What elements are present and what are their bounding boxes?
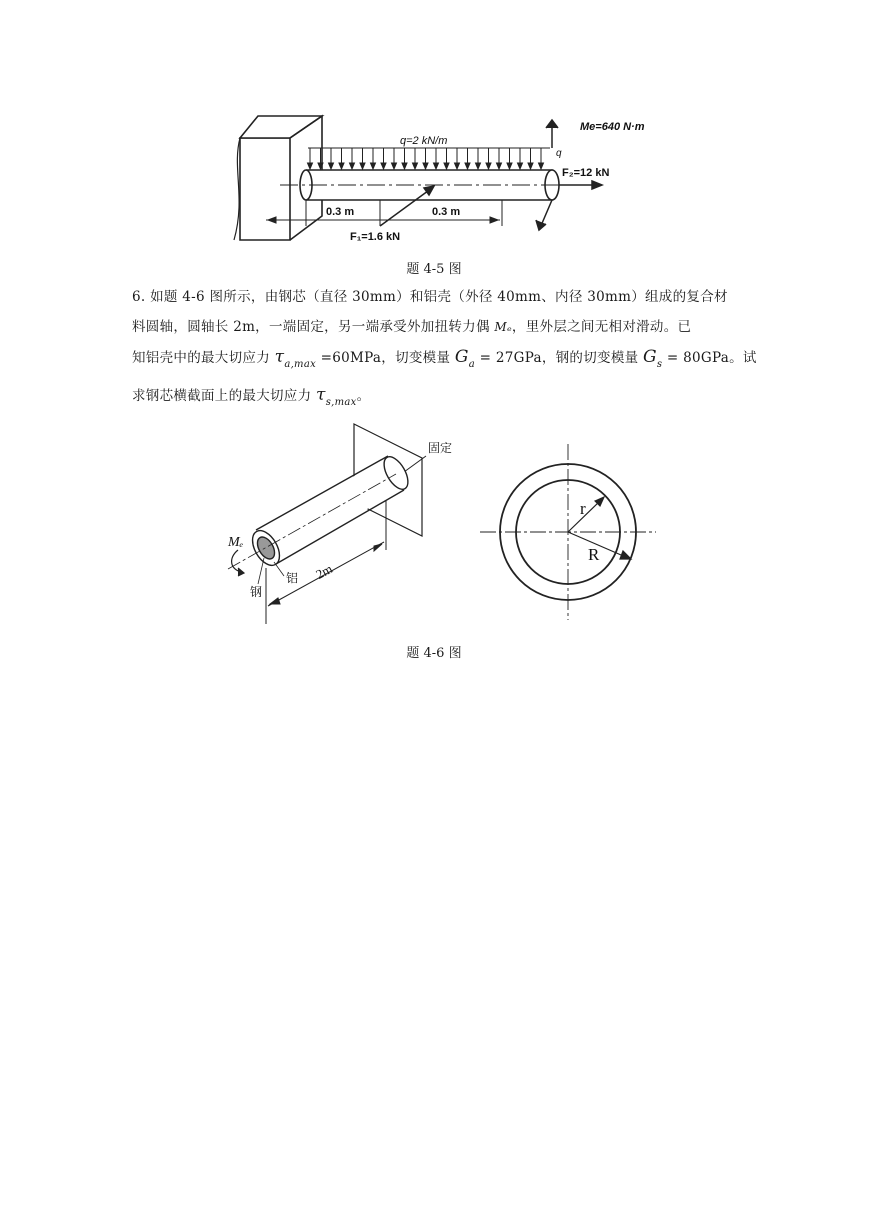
q-arrowhead: [476, 163, 481, 169]
q-label: q=2 kN/m: [400, 135, 448, 147]
line3-text-b: =60MPa，切变模量: [316, 350, 455, 366]
q-arrowhead: [465, 163, 470, 169]
f2-arrow: [559, 181, 602, 189]
problem-6-line-1: 6. 如题 4-6 图所示，由钢芯（直径 30mm）和铝壳（外径 40mm、内径 30mm）组成的复合材: [132, 289, 728, 305]
tau-s-symbol: τ: [316, 385, 326, 405]
q-arrowhead: [350, 163, 355, 169]
g-a-subscript: a: [468, 359, 476, 370]
distributed-load: [308, 148, 551, 169]
R-label: R: [588, 545, 600, 564]
q-arrowhead: [434, 163, 439, 169]
steel-label: 钢: [250, 585, 263, 599]
length-label: 2m: [313, 560, 335, 582]
problem-6-text: [132, 282, 757, 418]
q-arrowhead: [371, 163, 376, 169]
figure-4-5: [210, 108, 680, 248]
figure-4-5-caption: 题 4-5 图: [406, 262, 462, 277]
f1-label: F₁=1.6 kN: [350, 231, 401, 243]
q-arrowhead: [486, 163, 491, 169]
q-arrowhead: [497, 163, 502, 169]
aluminum-label: 铝: [286, 571, 299, 585]
dim-left: 0.3 m: [326, 206, 355, 218]
q-arrowhead: [455, 163, 460, 169]
fixed-label: 固定: [428, 441, 453, 455]
tau-s-subscript: s,max: [325, 397, 357, 408]
beam: [280, 170, 570, 200]
me-label: Me=640 N·m: [580, 121, 645, 133]
line4-text-b: 。: [356, 388, 371, 404]
radius-arrows: [568, 497, 631, 559]
q-arrowhead: [402, 163, 407, 169]
g-s-subscript: s: [656, 359, 663, 370]
line4-text-a: 求钢芯横截面上的最大切应力: [132, 388, 316, 404]
q-arrowhead: [539, 163, 544, 169]
line2-text-a: 料圆轴，圆轴长 2m，一端固定，另一端承受外加扭转力偶: [132, 319, 495, 335]
figure-4-6: [208, 418, 668, 628]
dimension-lines: [266, 200, 502, 226]
line2-text-b: ，里外层之间无相对滑动。已: [511, 319, 692, 335]
r-label: r: [580, 499, 586, 518]
line3-text-a: 知铝壳中的最大切应力: [132, 350, 275, 366]
q-arrowhead: [518, 163, 523, 169]
f2-label: F₂=12 kN: [562, 167, 610, 179]
q-arrowhead: [392, 163, 397, 169]
q-arrowhead: [444, 163, 449, 169]
g-s-symbol: G: [643, 347, 657, 367]
q-arrowhead: [329, 163, 334, 169]
q-end-label: q: [556, 148, 562, 159]
me-label: Mₑ: [228, 535, 244, 550]
problem-6-line-4: [132, 380, 742, 418]
line3-text-c: = 27GPa，钢的切变模量: [475, 350, 644, 366]
q-arrowhead: [381, 163, 386, 169]
g-a-symbol: G: [454, 347, 469, 367]
q-arrowhead: [413, 163, 418, 169]
dim-right: 0.3 m: [432, 206, 461, 218]
q-arrowhead: [339, 163, 344, 169]
q-arrowhead: [507, 163, 512, 169]
q-arrowhead: [308, 163, 313, 169]
problem-6-line-2: [132, 312, 742, 342]
q-arrowhead: [423, 163, 428, 169]
q-arrowhead: [360, 163, 365, 169]
q-arrowhead: [528, 163, 533, 169]
tau-a-symbol: τ: [274, 347, 285, 367]
figure-4-6-caption: 题 4-6 图: [406, 646, 462, 661]
me-symbol: Mₑ: [494, 320, 512, 334]
line3-text-d: = 80GPa。试: [662, 350, 757, 366]
tau-a-subscript: a,max: [284, 359, 317, 370]
problem-6-line-3: [132, 342, 757, 380]
